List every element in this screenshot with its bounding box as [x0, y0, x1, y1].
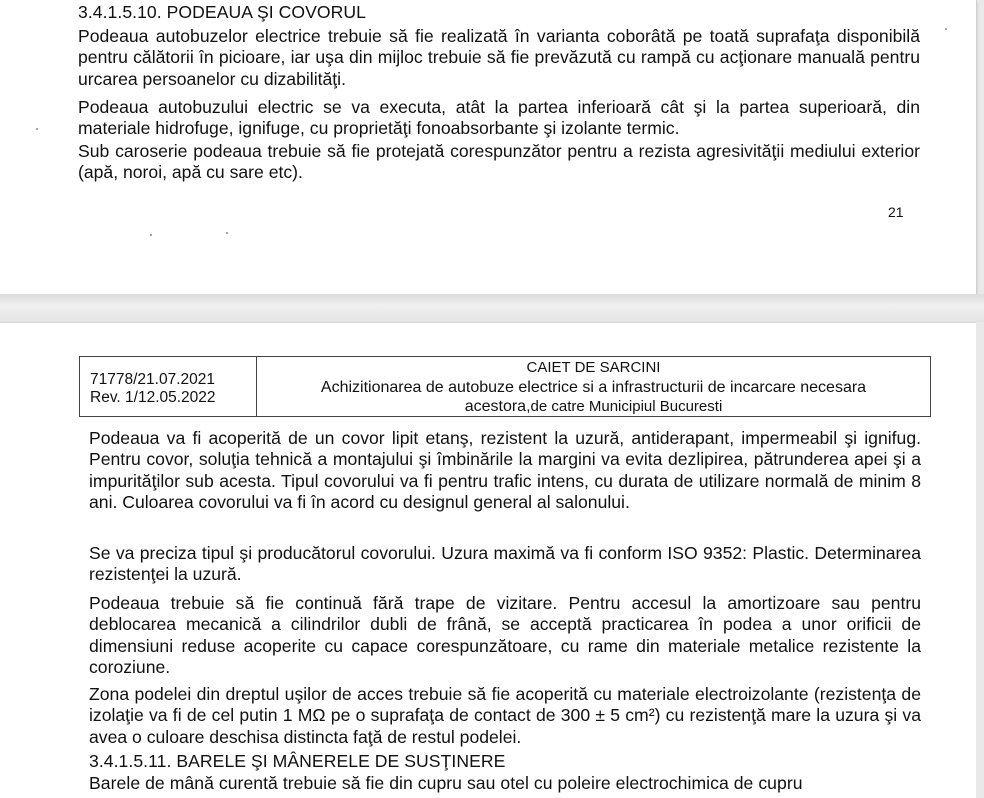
paragraph-last-line: Barele de mână curentă trebuie să fie din cupru sau otel cu poleire electrochimica de cupru	[89, 773, 803, 793]
paragraph: Podeaua va fi acoperită de un covor lipit etanş, rezistent la uzură, antiderapant, impermeabil şi ignifug. Pentru covor, soluţia tehnică a montajului şi îmbinările la margini va evita dezlipirea, pătrunderea apei şi a impurităţilor sub acesta. Tipul covorului va fi pentru trafic intens, cu durata de utilizare normală de minim 8 ani. Culoarea covorului va fi în acord cu designul general al salonului.	[89, 428, 921, 512]
paragraph: Se va preciza tipul şi producătorul covorului. Uzura maximă va fi conform ISO 9352: Plastic. Determinarea rezistenţei la uzură.	[89, 543, 921, 585]
page-number: 21	[888, 204, 904, 220]
scan-speck	[226, 232, 228, 234]
document-header-table	[79, 356, 931, 417]
scan-speck	[150, 234, 152, 236]
scan-speck	[36, 128, 38, 130]
header-doc-info	[80, 357, 257, 416]
paragraph: Podeaua autobuzelor electrice trebuie să fie realizată în varianta coborâtă pe toată suprafaţa disponibilă pentru călătorii în picioare, iar uşa din mijloc trebuie să fie prevăzută cu rampă cu acţionare manuală pentru urcarea persoanelor cu dizabilităţi.	[78, 26, 920, 89]
doc-subject-line2-text: acestora,	[464, 398, 531, 415]
paragraph: Podeaua autobuzului electric se va executa, atât la partea inferioară cât şi la partea superioară, din materiale hidrofuge, ignifuge, cu proprietăţi fonoabsorbante şi izolante termic.	[78, 97, 920, 139]
paragraph: Podeaua trebuie să fie continuă fără trape de vizitare. Pentru accesul la amortizoare sau pentru deblocarea mecanică a cilindrilor dubli de frână, se acceptă practicarea în podea a unor orificii de dimensiuni reduse acoperite cu capace corespunzătoare, cu rame din materiale metalice rezistente la coroziune.	[89, 593, 921, 677]
doc-subject-line2	[257, 397, 930, 417]
doc-title: CAIET DE SARCINI	[526, 359, 661, 376]
doc-number: 71778/21.07.2021	[90, 371, 215, 388]
section-heading-barele: 3.4.1.5.11. BARELE ŞI MÂNERELE DE SUSŢINERE	[89, 751, 506, 771]
paragraph: Zona podelei din dreptul uşilor de acces trebuie să fie acoperită cu materiale electroizolante (rezistenţa de izolaţie va fi de cel putin 1 MΩ pe o suprafaţa de contact de 300 ± 5 cm²) cu rezistenţă mare la uzura şi va avea o culoare deschisa distincta faţă de restul podelei.	[89, 684, 921, 747]
page-separator	[0, 294, 984, 322]
doc-subject-org: de catre Municipiul Bucuresti	[530, 398, 723, 415]
doc-subject-line1: Achizitionarea de autobuze electrice si a infrastructurii de incarcare necesara	[320, 378, 867, 396]
doc-revision: Rev. 1/12.05.2022	[90, 389, 216, 406]
header-title-block	[257, 357, 930, 416]
document-page-top	[0, 0, 977, 294]
scan-speck	[945, 28, 947, 30]
section-heading-podeaua: 3.4.1.5.10. PODEAUA ŞI COVORUL	[78, 2, 367, 22]
paragraph: Sub caroserie podeaua trebuie să fie protejată corespunzător pentru a rezista agresivităţii mediului exterior (apă, noroi, apă cu sare etc).	[78, 141, 920, 183]
